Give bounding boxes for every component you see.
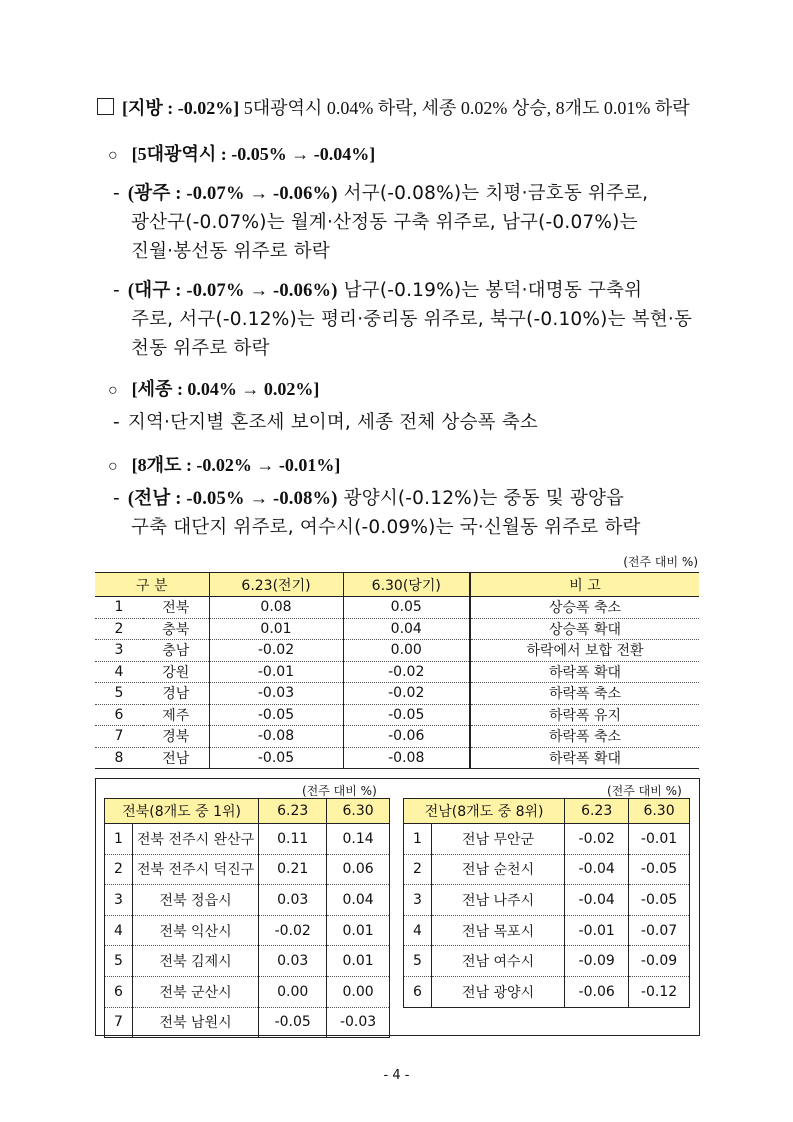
header-category: 구 분 xyxy=(95,573,209,597)
row-curr: -0.06 xyxy=(343,726,470,748)
row-prev: 0.03 xyxy=(259,885,327,916)
row-curr: -0.12 xyxy=(629,976,690,1007)
row-curr: 0.06 xyxy=(327,854,390,885)
jeonnam-text: 광양시(-0.12%)는 중동 및 광양읍 xyxy=(337,488,625,509)
row-area: 전북 전주시 덕진구 xyxy=(132,854,258,885)
jeonnam-header-prev: 6.23 xyxy=(565,799,629,824)
row-prev: -0.01 xyxy=(565,915,629,946)
row-area: 전남 나주시 xyxy=(431,885,564,916)
row-rank: 1 xyxy=(404,824,432,855)
table-row xyxy=(105,854,390,885)
row-curr: 0.01 xyxy=(327,946,390,977)
table-row xyxy=(95,661,699,683)
row-rank: 7 xyxy=(105,1007,133,1038)
row-prev: -0.09 xyxy=(565,946,629,977)
table-row xyxy=(95,640,699,662)
jeonnam-header-region: 전남(8개도 중 8위) xyxy=(404,799,565,824)
gwangju-line-2: 광산구(-0.07%)는 월계·산정동 구축 위주로, 남구(-0.07%)는 xyxy=(131,212,638,233)
sejong-text: 지역·단지별 혼조세 보이며, 세종 전체 상승폭 축소 xyxy=(127,412,538,433)
row-curr: -0.02 xyxy=(343,661,470,683)
row-area: 전남 목포시 xyxy=(431,915,564,946)
row-region: 경남 xyxy=(143,683,209,705)
header-curr: 6.30(당기) xyxy=(343,573,470,597)
table-row xyxy=(105,1007,390,1038)
checkbox-square-icon xyxy=(97,98,114,115)
table-header-row xyxy=(95,573,699,597)
row-area: 전북 정읍시 xyxy=(132,885,258,916)
circle-bullet-icon: ○ xyxy=(108,147,118,164)
right-table-unit: (전주 대비 %) xyxy=(607,784,682,798)
row-region: 전북 xyxy=(143,597,209,619)
provinces-heading-text: [8개도 : -0.02% → -0.01%] xyxy=(131,455,341,475)
table-row xyxy=(404,824,690,855)
summary-heading: [지방 : -0.02%] xyxy=(122,98,240,118)
gwangju-text: 서구(-0.08%)는 치평·금호동 위주로, xyxy=(337,183,649,204)
left-table-unit: (전주 대비 %) xyxy=(302,784,377,798)
row-note: 하락폭 축소 xyxy=(470,726,699,748)
row-rank: 2 xyxy=(95,618,143,640)
row-region: 전남 xyxy=(143,747,209,769)
dash-marker: - xyxy=(113,280,120,301)
row-prev: -0.04 xyxy=(565,854,629,885)
row-rank: 2 xyxy=(105,854,133,885)
row-curr: -0.05 xyxy=(629,854,690,885)
row-region: 제주 xyxy=(143,704,209,726)
row-rank: 7 xyxy=(95,726,143,748)
row-curr: -0.03 xyxy=(327,1007,390,1038)
daegu-text: 남구(-0.19%)는 봉덕·대명동 구축위 xyxy=(337,280,643,301)
row-curr: -0.05 xyxy=(343,704,470,726)
jeonbuk-header-curr: 6.30 xyxy=(327,799,390,824)
table-row xyxy=(105,885,390,916)
row-note: 하락폭 축소 xyxy=(470,683,699,705)
row-curr: -0.02 xyxy=(343,683,470,705)
row-area: 전북 김제시 xyxy=(132,946,258,977)
main-table-unit: (전주 대비 %) xyxy=(623,555,698,569)
row-prev: -0.04 xyxy=(565,885,629,916)
row-rank: 5 xyxy=(95,683,143,705)
row-area: 전남 순천시 xyxy=(431,854,564,885)
table-row xyxy=(105,915,390,946)
jeonbuk-header-region: 전북(8개도 중 1위) xyxy=(105,799,259,824)
row-rank: 8 xyxy=(95,747,143,769)
row-curr: 0.01 xyxy=(327,915,390,946)
table-row xyxy=(404,915,690,946)
row-curr: -0.08 xyxy=(343,747,470,769)
row-prev: 0.11 xyxy=(259,824,327,855)
row-area: 전북 군산시 xyxy=(132,976,258,1007)
row-curr: -0.07 xyxy=(629,915,690,946)
jeonbuk-table xyxy=(104,798,390,1038)
daegu-line-2: 주로, 서구(-0.12%)는 평리·중리동 위주로, 북구(-0.10%)는 복현·동 xyxy=(131,309,693,330)
table-row xyxy=(404,946,690,977)
table-row xyxy=(95,618,699,640)
daegu-heading: (대구 : -0.07% → -0.06%) xyxy=(127,281,338,301)
provinces-table xyxy=(95,572,699,769)
row-rank: 1 xyxy=(95,597,143,619)
section-sejong-heading xyxy=(108,375,319,401)
gwangju-line-1 xyxy=(113,179,648,205)
row-rank: 6 xyxy=(404,976,432,1007)
jeonbuk-header-prev: 6.23 xyxy=(259,799,327,824)
row-rank: 6 xyxy=(105,976,133,1007)
row-curr: 0.04 xyxy=(327,885,390,916)
table-row xyxy=(95,597,699,619)
row-rank: 3 xyxy=(105,885,133,916)
row-prev: 0.21 xyxy=(259,854,327,885)
row-prev: -0.06 xyxy=(565,976,629,1007)
jeonnam-line-2: 구축 대단지 위주로, 여수시(-0.09%)는 국·신월동 위주로 하락 xyxy=(131,517,641,538)
row-rank: 6 xyxy=(95,704,143,726)
row-note: 하락폭 유지 xyxy=(470,704,699,726)
circle-bullet-icon: ○ xyxy=(108,382,118,399)
row-prev: -0.05 xyxy=(209,747,343,769)
table-row xyxy=(105,976,390,1007)
sejong-line xyxy=(113,408,538,434)
row-rank: 5 xyxy=(404,946,432,977)
row-region: 경북 xyxy=(143,726,209,748)
row-prev: 0.01 xyxy=(209,618,343,640)
row-curr: 0.00 xyxy=(343,640,470,662)
row-region: 충북 xyxy=(143,618,209,640)
daegu-line-1 xyxy=(113,276,642,302)
sejong-heading-text: [세종 : 0.04% → 0.02%] xyxy=(131,379,320,399)
table-row xyxy=(404,976,690,1007)
row-prev: 0.03 xyxy=(259,946,327,977)
row-curr: -0.01 xyxy=(629,824,690,855)
table-header-row xyxy=(404,799,690,824)
dash-marker: - xyxy=(113,412,120,433)
row-prev: -0.08 xyxy=(209,726,343,748)
row-rank: 4 xyxy=(105,915,133,946)
row-curr: -0.09 xyxy=(629,946,690,977)
row-prev: 0.00 xyxy=(259,976,327,1007)
jeonnam-line-1 xyxy=(113,484,624,510)
table-row xyxy=(95,683,699,705)
circle-bullet-icon: ○ xyxy=(108,458,118,475)
table-row xyxy=(404,885,690,916)
row-prev: -0.03 xyxy=(209,683,343,705)
jeonnam-header-curr: 6.30 xyxy=(629,799,690,824)
row-area: 전남 무안군 xyxy=(431,824,564,855)
row-prev: -0.02 xyxy=(209,640,343,662)
gwangju-line-3: 진월·봉선동 위주로 하락 xyxy=(131,241,330,262)
row-rank: 3 xyxy=(404,885,432,916)
row-region: 충남 xyxy=(143,640,209,662)
table-header-row xyxy=(105,799,390,824)
row-curr: 0.00 xyxy=(327,976,390,1007)
row-curr: 0.05 xyxy=(343,597,470,619)
row-prev: -0.02 xyxy=(565,824,629,855)
row-curr: 0.14 xyxy=(327,824,390,855)
daegu-line-3: 천동 위주로 하락 xyxy=(131,338,270,359)
row-prev: 0.08 xyxy=(209,597,343,619)
row-curr: 0.04 xyxy=(343,618,470,640)
row-rank: 4 xyxy=(95,661,143,683)
gwangju-heading: (광주 : -0.07% → -0.06%) xyxy=(127,184,338,204)
header-note: 비 고 xyxy=(470,573,699,597)
dash-marker: - xyxy=(113,488,120,509)
row-note: 하락폭 확대 xyxy=(470,661,699,683)
section-metro-heading xyxy=(108,140,375,166)
row-prev: -0.05 xyxy=(259,1007,327,1038)
summary-text: 5대광역시 0.04% 하락, 세종 0.02% 상승, 8개도 0.01% 하락 xyxy=(239,98,690,118)
table-row xyxy=(105,824,390,855)
row-rank: 4 xyxy=(404,915,432,946)
row-rank: 5 xyxy=(105,946,133,977)
table-row xyxy=(95,704,699,726)
summary-line xyxy=(97,94,690,120)
table-row xyxy=(95,747,699,769)
jeonnam-table xyxy=(403,798,690,1008)
row-area: 전남 광양시 xyxy=(431,976,564,1007)
metro-heading-text: [5대광역시 : -0.05% → -0.04%] xyxy=(131,144,376,164)
table-row xyxy=(95,726,699,748)
row-area: 전북 익산시 xyxy=(132,915,258,946)
row-note: 상승폭 확대 xyxy=(470,618,699,640)
row-prev: -0.05 xyxy=(209,704,343,726)
page-number: - 4 - xyxy=(383,1068,410,1083)
row-area: 전북 남원시 xyxy=(132,1007,258,1038)
row-prev: -0.02 xyxy=(259,915,327,946)
header-prev: 6.23(전기) xyxy=(209,573,343,597)
row-prev: -0.01 xyxy=(209,661,343,683)
jeonnam-heading: (전남 : -0.05% → -0.08%) xyxy=(127,489,338,509)
table-row xyxy=(105,946,390,977)
row-note: 하락폭 확대 xyxy=(470,747,699,769)
row-note: 하락에서 보합 전환 xyxy=(470,640,699,662)
row-area: 전남 여수시 xyxy=(431,946,564,977)
row-note: 상승폭 축소 xyxy=(470,597,699,619)
row-rank: 3 xyxy=(95,640,143,662)
dash-marker: - xyxy=(113,183,120,204)
row-area: 전북 전주시 완산구 xyxy=(132,824,258,855)
row-curr: -0.05 xyxy=(629,885,690,916)
table-row xyxy=(404,854,690,885)
row-rank: 2 xyxy=(404,854,432,885)
row-rank: 1 xyxy=(105,824,133,855)
row-region: 강원 xyxy=(143,661,209,683)
section-provinces-heading xyxy=(108,451,340,477)
